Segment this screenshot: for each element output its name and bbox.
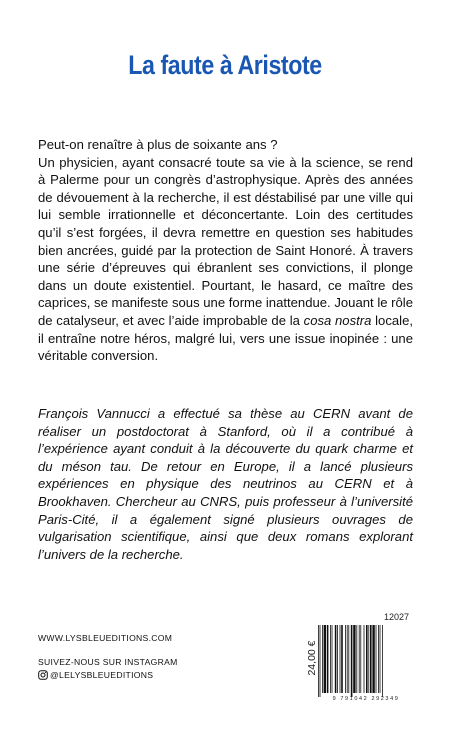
barcode-bar (359, 625, 360, 693)
barcode-bar (364, 625, 365, 693)
barcode-number: 9 791042 292349 (332, 696, 400, 702)
synopsis-italic-phrase: cosa nostra (303, 312, 372, 328)
barcode-bar (382, 625, 383, 697)
publisher-website[interactable]: WWW.LYSBLEUEDITIONS.COM (38, 633, 173, 643)
barcode-bar (327, 625, 329, 693)
barcode-bar (322, 625, 323, 693)
instagram-label: SUIVEZ-NOUS SUR INSTAGRAM (38, 657, 178, 667)
barcode-bar (366, 625, 368, 693)
barcode-bar (368, 625, 369, 693)
barcode-bar (340, 625, 341, 693)
barcode-bar (360, 625, 361, 693)
barcode-bar (378, 625, 379, 693)
barcode-bar (330, 625, 331, 693)
barcode-bar (345, 625, 346, 693)
synopsis-body (38, 154, 413, 365)
barcode-bar (324, 625, 326, 693)
price: 24,00 € (306, 640, 318, 676)
barcode-bar (372, 625, 374, 693)
synopsis-body-part1: Un physicien, ayant consacré toute sa vie à la science, se rend à Palerme pour un congrès d’astrophysique. Après des années de dévouement à la recherche, il est déstabilisé par une ville qui lui semble irrationnelle et déconcertante. Loin des certitudes qu’il s’est forgées, il devra remettre en question ses habitudes bien ancrées, guidé par la protection de Saint Honoré. À travers une série d’épreuves qui ébranlent ses convictions, il plonge dans un doute existentiel. Pourtant, le hasard, ce maître des caprices, se manifeste sous une forme inattendue. Jouant le rôle de catalyseur, et avec l’aide improbable de la (38, 154, 413, 328)
synopsis (38, 136, 413, 365)
barcode-bar (332, 625, 333, 693)
book-title: La faute à Aristote (128, 50, 322, 80)
barcode-bar (380, 625, 381, 693)
barcode-bar (356, 625, 357, 693)
barcode-bar (341, 625, 343, 693)
barcode-bar (335, 625, 337, 693)
barcode-bar (318, 625, 319, 697)
barcode-bar (347, 625, 348, 693)
product-code: 12027 (384, 612, 410, 622)
instagram-icon (38, 670, 48, 680)
barcode-bar (351, 625, 353, 697)
barcode-bar (370, 625, 372, 693)
synopsis-body-part2: locale, il entraîne notre héros, malgré lui, vers une issue inopinée : une véritable conversion. (38, 312, 413, 364)
author-bio: François Vannucci a effectué sa thèse au CERN avant de réaliser un postdoctorat à Stanford, où il a contribué à l’expérience ayant conduit à la découverte du quark charme et du méson tau. De retour en Europe, il a lancé plusieurs expériences en physique des neutrinos au CERN et à Brookhaven. Chercheur au CNRS, puis professeur à l’université Paris-Cité, il a également signé plusieurs ouvrages de vulgarisation scientifique, ainsi que deux romans explorant l’univers de la recherche. (38, 406, 413, 562)
instagram-handle: @LELYSBLEUEDITIONS (50, 670, 154, 680)
barcode-bar (376, 625, 377, 693)
barcode-bar (348, 625, 349, 693)
barcode-bar (320, 625, 321, 697)
barcode-bar (353, 625, 355, 693)
barcode-bar (337, 625, 338, 693)
instagram-row[interactable] (38, 670, 153, 680)
synopsis-question: Peut-on renaître à plus de soixante ans ? (38, 137, 278, 152)
